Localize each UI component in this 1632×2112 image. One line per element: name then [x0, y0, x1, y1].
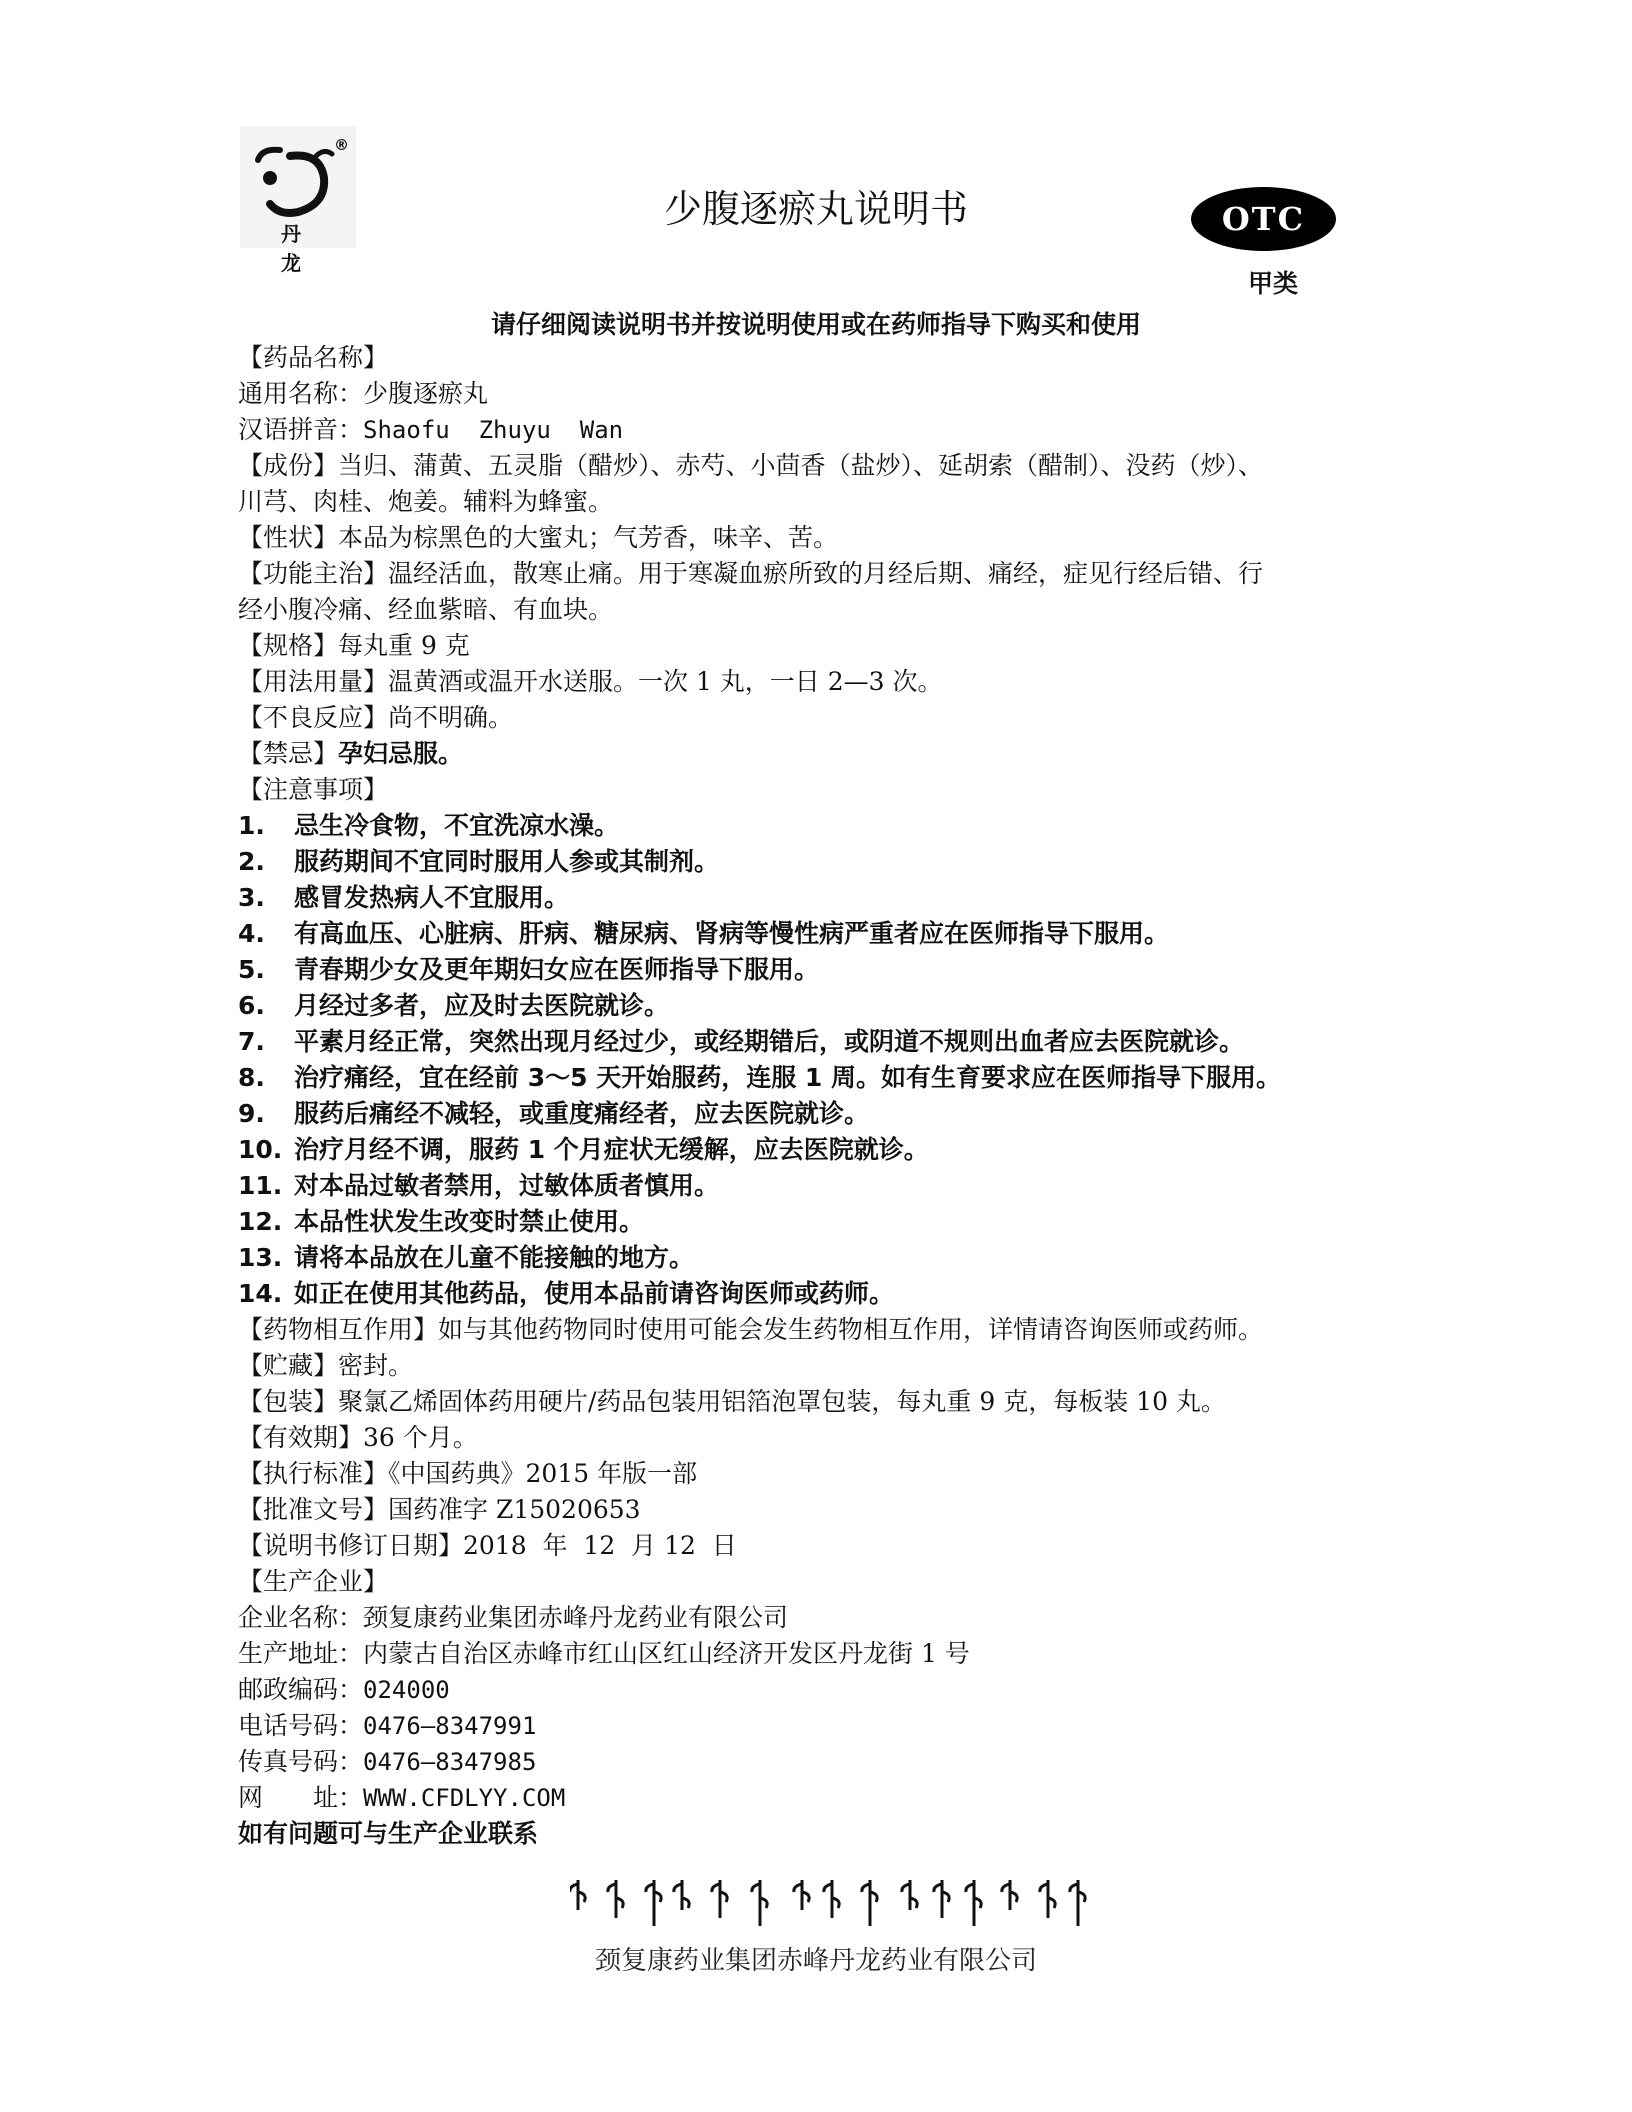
mongolian-glyph [966, 1880, 981, 1926]
precaution-item [238, 1096, 1398, 1132]
precaution-text: 感冒发热病人不宜服用。 [294, 883, 570, 912]
company-name: 企业名称：颈复康药业集团赤峰丹龙药业有限公司 [238, 1603, 789, 1632]
precautions-heading: 【注意事项】 [238, 775, 389, 804]
indications-line-1: 【功能主治】温经活血，散寒止痛。用于寒凝血瘀所致的月经后期、痛经，症见行经后错、行 [238, 559, 1264, 588]
precaution-item [238, 1204, 1398, 1240]
otc-category: 甲类 [1247, 269, 1298, 298]
revision-date: 【说明书修订日期】2018 年 12 月 12 日 [238, 1531, 737, 1560]
pinyin-label: 汉语拼音： [238, 415, 364, 444]
precaution-text: 治疗痛经，宜在经前 3～5 天开始服药，连服 1 周。如有生育要求应在医师指导下服用。 [294, 1063, 1282, 1092]
phone-value: 0476—8347991 [363, 1712, 537, 1740]
otc-label: OTC [1221, 200, 1306, 238]
precaution-text: 服药期间不宜同时服用人参或其制剂。 [294, 847, 720, 876]
ingredients-line-1: 【成份】当归、蒲黄、五灵脂（醋炒）、赤芍、小茴香（盐炒）、延胡索（醋制）、没药（炒）、 [238, 451, 1264, 480]
mongolian-glyph [794, 1880, 809, 1910]
precaution-text: 服药后痛经不减轻，或重度痛经者，应去医院就诊。 [294, 1099, 870, 1128]
precaution-text: 本品性状发生改变时禁止使用。 [294, 1207, 645, 1236]
postcode-value: 024000 [363, 1676, 450, 1704]
precaution-item [238, 844, 1398, 880]
adverse-reactions: 【不良反应】尚不明确。 [238, 703, 514, 732]
website-value[interactable]: WWW.CFDLYY.COM [363, 1784, 566, 1812]
footer-company-name: 颈复康药业集团赤峰丹龙药业有限公司 [594, 1946, 1037, 1976]
precaution-number: 6. [238, 991, 265, 1020]
mongolian-glyph [646, 1880, 661, 1926]
mongolian-script-company-name [570, 1874, 1090, 1926]
contraindications-label: 【禁忌】 [238, 739, 339, 768]
ingredients-line-2: 川芎、肉桂、炮姜。辅料为蜂蜜。 [238, 487, 614, 516]
phone-label: 电话号码： [238, 1711, 364, 1740]
precaution-number: 11. [238, 1171, 283, 1200]
fax-line [238, 1744, 1398, 1780]
otc-badge [1191, 187, 1336, 251]
precaution-number: 2. [238, 847, 265, 876]
precaution-number: 9. [238, 1099, 265, 1128]
precaution-item [238, 1132, 1398, 1168]
mongolian-glyph [712, 1880, 727, 1918]
pinyin-value: Shaofu Zhuyu Wan [363, 416, 624, 444]
manufacturer-heading: 【生产企业】 [238, 1567, 389, 1596]
mongolian-glyph [1002, 1880, 1017, 1910]
postcode-label: 邮政编码： [238, 1675, 364, 1704]
indications-line-2: 经小腹冷痛、经血紫暗、有血块。 [238, 595, 614, 624]
phone-line [238, 1708, 1398, 1744]
precaution-text: 平素月经正常，突然出现月经过少，或经期错后，或阴道不规则出血者应去医院就诊。 [294, 1027, 1245, 1056]
precaution-item [238, 1168, 1398, 1204]
logo-text: 丹 龙 [281, 222, 315, 275]
precaution-item [238, 916, 1398, 952]
precaution-text: 青春期少女及更年期妇女应在医师指导下服用。 [294, 955, 820, 984]
mongolian-script-icon [570, 1874, 1090, 1926]
reading-notice: 请仔细阅读说明书并按说明使用或在药师指导下购买和使用 [490, 310, 1141, 339]
precaution-text: 对本品过敏者禁用，过敏体质者慎用。 [294, 1171, 720, 1200]
precaution-item [238, 1276, 1398, 1312]
mongolian-glyph [934, 1880, 949, 1918]
approval-number: 【批准文号】国药准字 Z15020653 [238, 1495, 641, 1524]
specification: 【规格】每丸重 9 克 [238, 631, 470, 660]
precaution-text: 忌生冷食物，不宜洗凉水澡。 [294, 811, 620, 840]
mongolian-glyph [1070, 1880, 1085, 1926]
contraindications [238, 736, 1398, 772]
storage: 【贮藏】密封。 [238, 1351, 414, 1380]
precaution-item [238, 1240, 1398, 1276]
drug-interactions: 【药物相互作用】如与其他药物同时使用可能会发生药物相互作用，详情请咨询医师或药师。 [238, 1315, 1264, 1344]
precaution-number: 1. [238, 811, 265, 840]
leaflet-body [238, 340, 1398, 1852]
precaution-item [238, 1024, 1398, 1060]
fax-label: 传真号码： [238, 1747, 364, 1776]
precaution-number: 10. [238, 1135, 283, 1164]
mongolian-glyph [674, 1880, 689, 1910]
precaution-item [238, 880, 1398, 916]
document-title: 少腹逐瘀丸说明书 [663, 187, 968, 231]
precaution-item [238, 988, 1398, 1024]
mongolian-glyph [570, 1880, 585, 1910]
package: 【包装】聚氯乙烯固体药用硬片/药品包装用铝箔泡罩包装，每丸重 9 克，每板装 10 丸。 [238, 1387, 1226, 1416]
precaution-number: 5. [238, 955, 265, 984]
precaution-text: 有高血压、心脏病、肝病、糖尿病、肾病等慢性病严重者应在医师指导下服用。 [294, 919, 1170, 948]
precaution-text: 治疗月经不调，服药 1 个月症状无缓解，应去医院就诊。 [294, 1135, 929, 1164]
name-heading: 【药品名称】 [238, 343, 389, 372]
precaution-number: 12. [238, 1207, 283, 1236]
precaution-number: 4. [238, 919, 265, 948]
registered-mark: ® [334, 136, 349, 154]
generic-name: 通用名称：少腹逐瘀丸 [238, 379, 489, 408]
mongolian-glyph [824, 1880, 839, 1918]
website-label: 网 址： [238, 1783, 364, 1812]
precaution-number: 8. [238, 1063, 265, 1092]
validity: 【有效期】36 个月。 [238, 1423, 478, 1452]
postcode-line [238, 1672, 1398, 1708]
precaution-item [238, 808, 1398, 844]
pinyin-line [238, 412, 1398, 448]
address: 生产地址：内蒙古自治区赤峰市红山区红山经济开发区丹龙街 1 号 [238, 1639, 970, 1668]
mongolian-glyph [608, 1880, 623, 1918]
precaution-item [238, 1060, 1398, 1096]
precaution-text: 请将本品放在儿童不能接触的地方。 [294, 1243, 695, 1272]
precaution-text: 月经过多者，应及时去医院就诊。 [294, 991, 670, 1020]
website-line [238, 1780, 1398, 1816]
mongolian-glyph [752, 1880, 767, 1926]
contact-note: 如有问题可与生产企业联系 [238, 1819, 539, 1848]
fax-value: 0476—8347985 [363, 1748, 537, 1776]
dosage: 【用法用量】温黄酒或温开水送服。一次 1 丸，一日 2—3 次。 [238, 667, 943, 696]
precaution-number: 13. [238, 1243, 283, 1272]
precaution-text: 如正在使用其他药品，使用本品前请咨询医师或药师。 [294, 1279, 895, 1308]
precaution-number: 14. [238, 1279, 283, 1308]
description: 【性状】本品为棕黑色的大蜜丸；气芳香，味辛、苦。 [238, 523, 839, 552]
contraindications-value: 孕妇忌服。 [338, 739, 464, 768]
standard: 【执行标准】《中国药典》2015 年版一部 [238, 1459, 698, 1488]
mongolian-glyph [1040, 1880, 1055, 1918]
precaution-number: 7. [238, 1027, 265, 1056]
precaution-number: 3. [238, 883, 265, 912]
mongolian-glyph [902, 1880, 917, 1910]
precaution-item [238, 952, 1398, 988]
mongolian-glyph [862, 1880, 877, 1926]
